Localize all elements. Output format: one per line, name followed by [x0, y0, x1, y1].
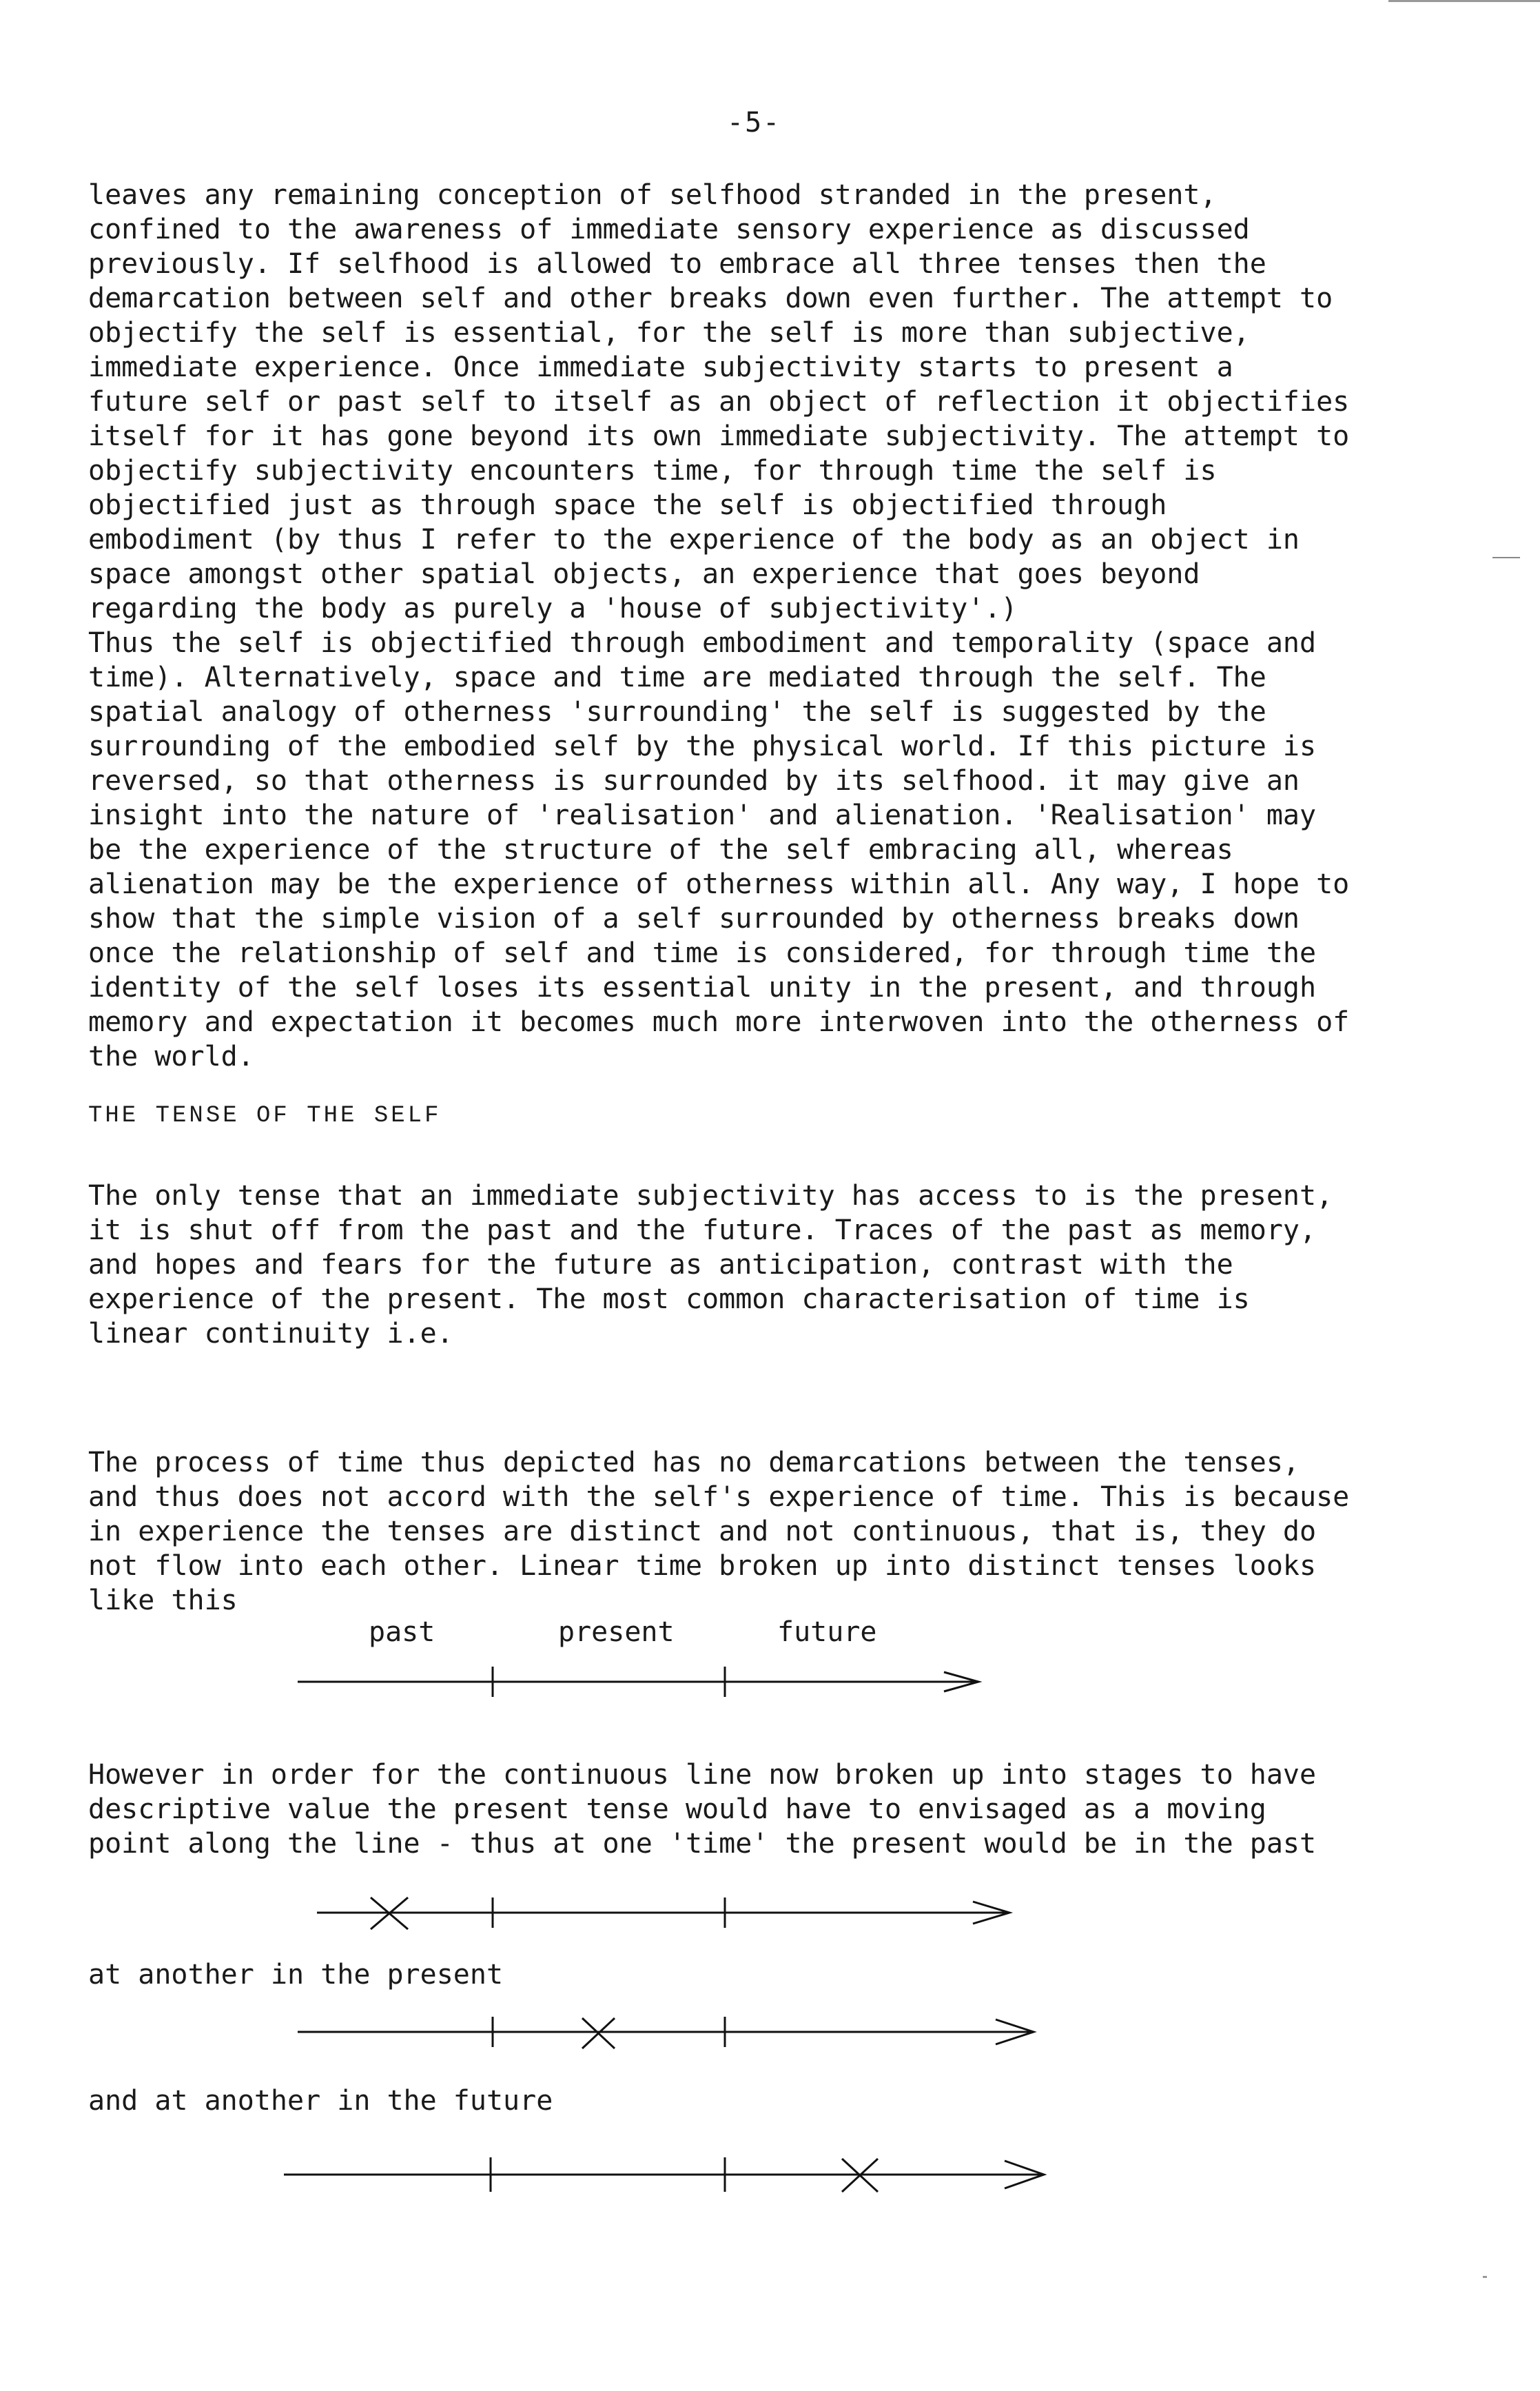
- text-line: reversed, so that otherness is surrounded by its selfhood. it may give an: [88, 765, 1300, 797]
- text-line: spatial analogy of otherness 'surrounding' the self is suggested by the: [88, 696, 1266, 728]
- present-in-present-timeline: [0, 2004, 1540, 2059]
- paragraph-in-present: [88, 1957, 1397, 1992]
- text-line: linear continuity i.e.: [88, 1318, 453, 1350]
- tenses-timeline: [0, 1654, 1540, 1709]
- text-line: leaves any remaining conception of selfhood stranded in the present,: [88, 179, 1217, 211]
- text-line: time). Alternatively, space and time are mediated through the self. The: [88, 662, 1266, 693]
- section-heading: THE TENSE OF THE SELF: [88, 1103, 442, 1129]
- text-line: confined to the awareness of immediate sensory experience as discussed: [88, 214, 1250, 245]
- text-line: and thus does not accord with the self's experience of time. This is because: [88, 1481, 1350, 1513]
- text-line: in experience the tenses are distinct and not continuous, that is, they do: [88, 1516, 1317, 1547]
- text-line: once the relationship of self and time is considered, for through time the: [88, 937, 1317, 969]
- text-line: identity of the self loses its essential unity in the present, and through: [88, 972, 1317, 1004]
- label-past: past: [369, 1616, 435, 1648]
- page-number: -5-: [727, 107, 781, 139]
- text-line: be the experience of the structure of the self embracing all, whereas: [88, 834, 1233, 866]
- text-line: surrounding of the embodied self by the physical world. If this picture is: [88, 731, 1317, 762]
- paragraph-in-future: [88, 2084, 1397, 2118]
- text-line: immediate experience. Once immediate subjectivity starts to present a: [88, 352, 1233, 383]
- text-line: show that the simple vision of a self surrounded by otherness breaks down: [88, 903, 1300, 935]
- text-line: objectify the self is essential, for the self is more than subjective,: [88, 317, 1250, 349]
- text-line: The only tense that an immediate subjectivity has access to is the present,: [88, 1180, 1333, 1212]
- text-line: previously. If selfhood is allowed to embrace all three tenses then the: [88, 248, 1266, 280]
- text-line: the world.: [88, 1041, 254, 1072]
- label-future: future: [777, 1616, 877, 1648]
- paragraph-present-tense: [88, 1179, 1397, 1351]
- present-in-future-timeline: [0, 2144, 1540, 2206]
- text-line: The process of time thus depicted has no demarcations between the tenses,: [88, 1447, 1300, 1478]
- text-line: objectify subjectivity encounters time, for through time the self is: [88, 455, 1217, 487]
- margin-mark: [1492, 557, 1520, 558]
- text-line: like this: [88, 1585, 238, 1616]
- text-line: Thus the self is objectified through embodiment and temporality (space and: [88, 627, 1317, 659]
- label-present: present: [558, 1616, 675, 1648]
- text-line: and at another in the future: [88, 2085, 553, 2117]
- text-line: experience of the present. The most common characterisation of time is: [88, 1283, 1250, 1315]
- text-line: future self or past self to itself as an object of reflection it objectifies: [88, 386, 1350, 418]
- paragraph-moving-point: [88, 1758, 1397, 1861]
- margin-speck: [1483, 2276, 1487, 2278]
- text-line: itself for it has gone beyond its own immediate subjectivity. The attempt to: [88, 420, 1350, 452]
- text-line: memory and expectation it becomes much more interwoven into the otherness of: [88, 1006, 1350, 1038]
- text-line: space amongst other spatial objects, an experience that goes beyond: [88, 558, 1200, 590]
- text-line: regarding the body as purely a 'house of subjectivity'.): [88, 593, 1018, 624]
- present-in-past-timeline: [0, 1885, 1540, 1940]
- text-line: insight into the nature of 'realisation' and alienation. 'Realisation' may: [88, 800, 1317, 831]
- text-line: point along the line - thus at one 'time' the present would be in the past: [88, 1828, 1317, 1860]
- text-line: embodiment (by thus I refer to the experience of the body as an object in: [88, 524, 1300, 556]
- paragraph-process-of-time: [88, 1445, 1397, 1618]
- text-line: not flow into each other. Linear time broken up into distinct tenses looks: [88, 1550, 1317, 1582]
- text-line: alienation may be the experience of otherness within all. Any way, I hope to: [88, 868, 1350, 900]
- text-line: However in order for the continuous line now broken up into stages to have: [88, 1759, 1317, 1791]
- paragraph-selfhood: [88, 178, 1397, 1074]
- text-line: demarcation between self and other breaks down even further. The attempt to: [88, 283, 1333, 314]
- text-line: objectified just as through space the self is objectified through: [88, 489, 1167, 521]
- text-line: descriptive value the present tense would have to envisaged as a moving: [88, 1793, 1266, 1825]
- top-right-rule: [1388, 0, 1540, 2]
- text-line: it is shut off from the past and the future. Traces of the past as memory,: [88, 1214, 1317, 1246]
- text-line: at another in the present: [88, 1959, 504, 1991]
- text-line: and hopes and fears for the future as anticipation, contrast with the: [88, 1249, 1233, 1281]
